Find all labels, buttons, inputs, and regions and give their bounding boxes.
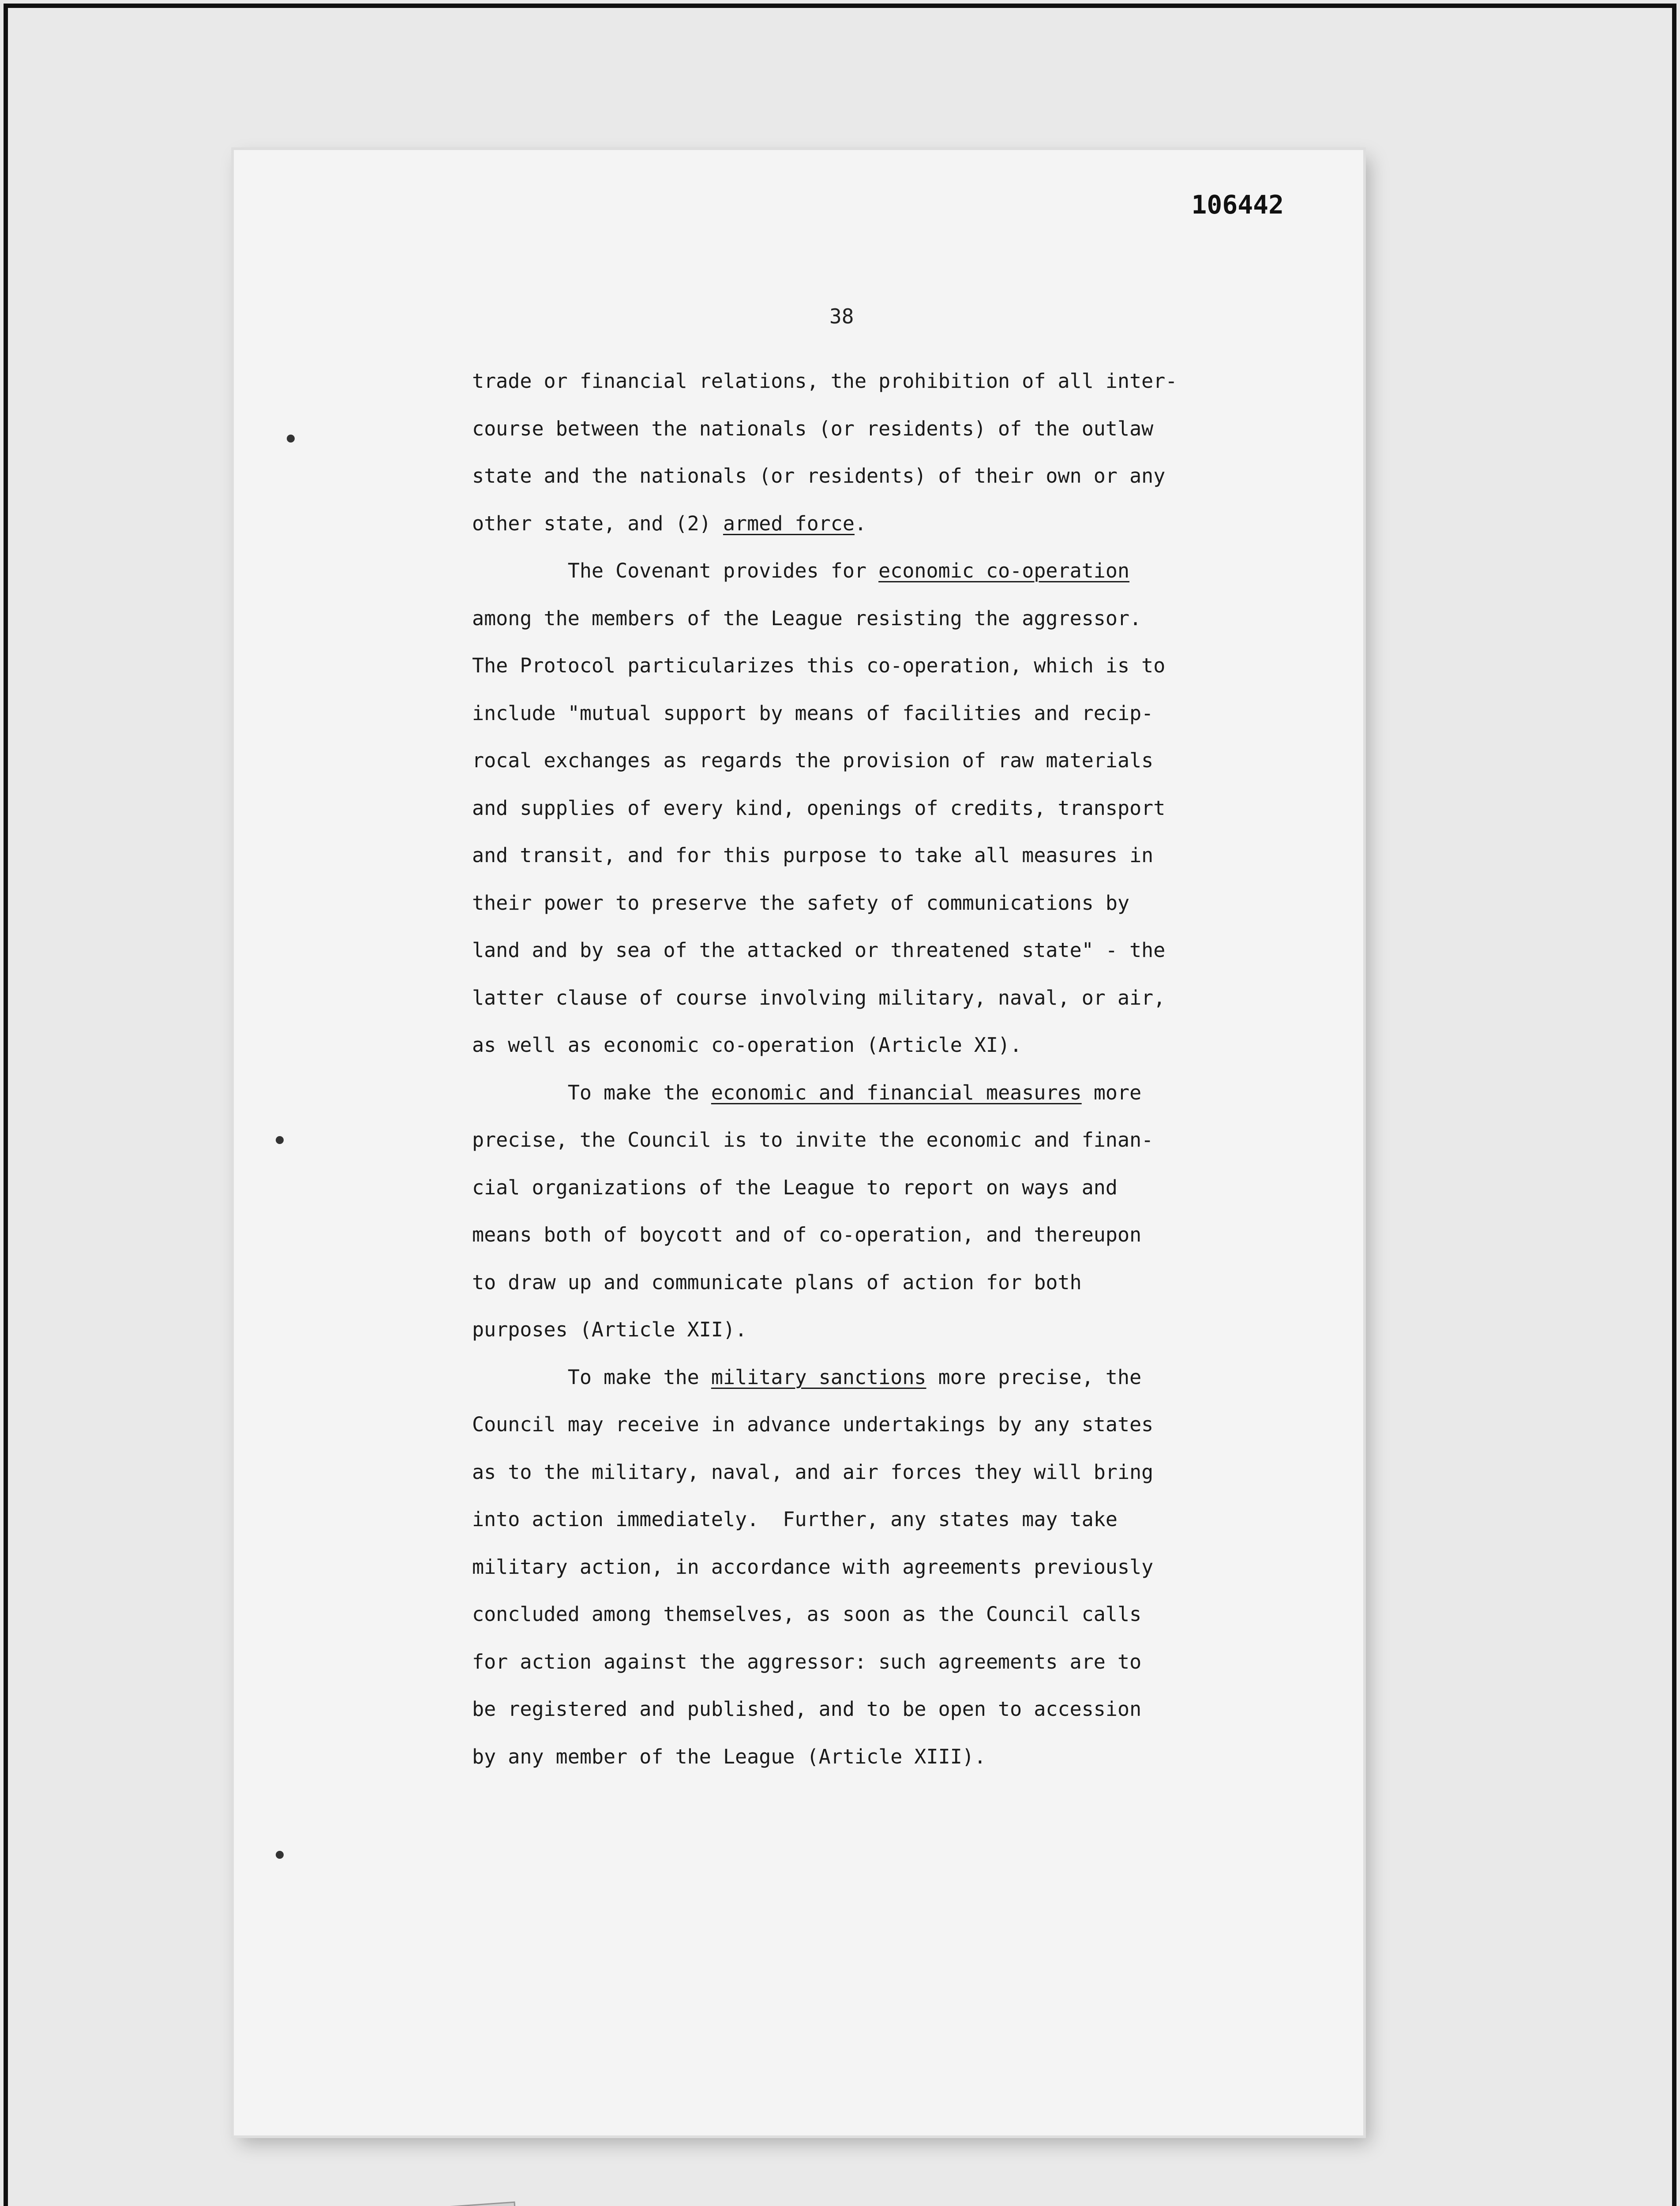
- text-line: [472, 1448, 1266, 1496]
- text-segment: their power to preserve the safety of communications by: [472, 891, 1130, 915]
- text-segment: latter clause of course involving military, naval, or air,: [472, 986, 1166, 1009]
- text-line: [472, 1259, 1266, 1306]
- text-segment: trade or financial relations, the prohibition of all inter-: [472, 369, 1178, 393]
- text-segment: purposes (Article XII).: [472, 1318, 747, 1341]
- page-number: 38: [829, 304, 854, 328]
- text-segment: precise, the Council is to invite the economic and finan-: [472, 1128, 1154, 1152]
- document-number: 106442: [1191, 190, 1284, 220]
- text-segment: military action, in accordance with agreements previously: [472, 1555, 1154, 1579]
- text-segment: state and the nationals (or residents) of their own or any: [472, 464, 1166, 488]
- text-segment: for action against the aggressor: such agreements are to: [472, 1650, 1142, 1673]
- text-line: [472, 927, 1266, 974]
- text-segment: and supplies of every kind, openings of credits, transport: [472, 796, 1166, 820]
- text-segment: into action immediately. Further, any states may take: [472, 1508, 1118, 1531]
- text-line: [472, 737, 1266, 784]
- text-segment: more precise, the: [926, 1365, 1142, 1389]
- text-segment: .: [854, 511, 867, 535]
- text-segment: include "mutual support by means of facilities and recip-: [472, 701, 1154, 725]
- text-line: [472, 784, 1266, 832]
- underlined-phrase: military sanctions: [711, 1365, 926, 1389]
- text-line: [472, 500, 1266, 548]
- text-line: [472, 357, 1266, 405]
- text-line: [472, 1401, 1266, 1448]
- text-line: [472, 452, 1266, 500]
- punch-mark: [287, 435, 295, 443]
- text-segment: as to the military, naval, and air forces they will bring: [472, 1460, 1154, 1484]
- text-segment: to draw up and communicate plans of action for both: [472, 1270, 1082, 1294]
- text-line: [472, 1591, 1266, 1638]
- text-segment: The Protocol particularizes this co-operation, which is to: [472, 654, 1166, 677]
- text-line: [472, 974, 1266, 1022]
- text-segment: by any member of the League (Article XIII).: [472, 1745, 986, 1768]
- underlined-phrase: armed force: [723, 511, 855, 535]
- text-line: [472, 690, 1266, 737]
- underlined-phrase: economic and financial measures: [711, 1080, 1082, 1104]
- text-segment: among the members of the League resisting the aggressor.: [472, 606, 1142, 630]
- text-segment: The Covenant provides for: [472, 559, 879, 582]
- punch-mark: [276, 1136, 284, 1144]
- text-line: [472, 879, 1266, 927]
- text-line: [472, 832, 1266, 879]
- text-line: [472, 1021, 1266, 1069]
- text-line: [472, 1211, 1266, 1259]
- text-line: [472, 595, 1266, 642]
- document-page: [234, 150, 1363, 2135]
- text-segment: as well as economic co-operation (Article XI).: [472, 1033, 1022, 1057]
- text-segment: and transit, and for this purpose to take all measures in: [472, 844, 1154, 867]
- text-line: [472, 1496, 1266, 1543]
- text-segment: land and by sea of the attacked or threatened state" - the: [472, 938, 1166, 962]
- text-segment: cial organizations of the League to report on ways and: [472, 1175, 1118, 1199]
- text-line: [472, 1733, 1266, 1781]
- text-line: [472, 1164, 1266, 1212]
- text-segment: rocal exchanges as regards the provision of raw materials: [472, 749, 1154, 772]
- text-segment: To make the: [472, 1365, 711, 1389]
- text-segment: course between the nationals (or residents) of the outlaw: [472, 416, 1154, 440]
- text-segment: be registered and published, and to be open to accession: [472, 1697, 1142, 1721]
- text-segment: means both of boycott and of co-operation, and thereupon: [472, 1223, 1142, 1246]
- text-line: [472, 547, 1266, 595]
- text-segment: more: [1081, 1080, 1142, 1104]
- text-segment: concluded among themselves, as soon as the Council calls: [472, 1602, 1142, 1626]
- text-segment: Council may receive in advance undertakings by any states: [472, 1413, 1154, 1436]
- text-line: [472, 1638, 1266, 1686]
- text-line: [472, 1069, 1266, 1117]
- text-line: [472, 1685, 1266, 1733]
- text-line: [472, 405, 1266, 453]
- text-line: [472, 1306, 1266, 1354]
- text-line: [472, 642, 1266, 690]
- text-line: [472, 1116, 1266, 1164]
- text-line: [472, 1354, 1266, 1401]
- document-body: [472, 357, 1266, 1780]
- text-segment: To make the: [472, 1080, 711, 1104]
- text-segment: other state, and (2): [472, 511, 723, 535]
- punch-mark: [276, 1851, 284, 1859]
- text-line: [472, 1543, 1266, 1591]
- underlined-phrase: economic co-operation: [878, 559, 1130, 582]
